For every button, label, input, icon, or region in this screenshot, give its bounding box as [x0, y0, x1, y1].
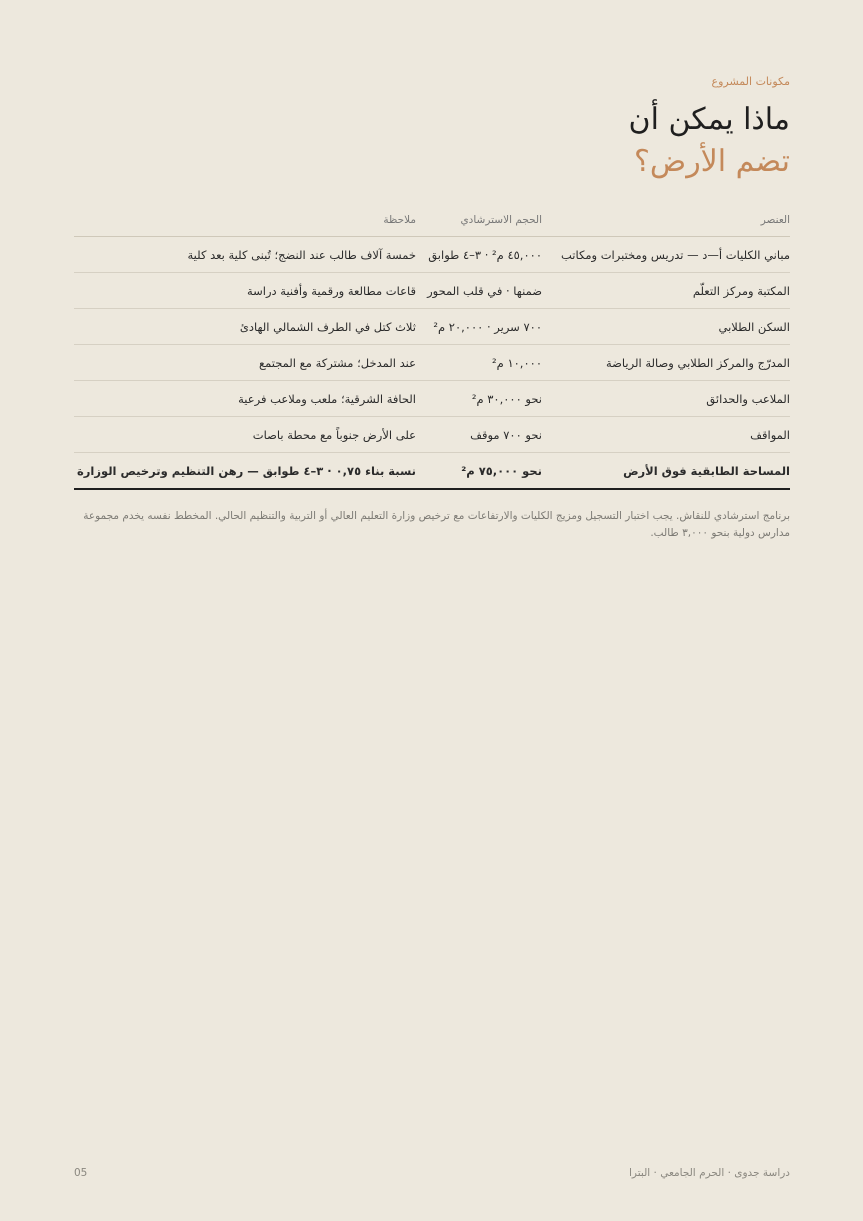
table-row: [74, 237, 790, 273]
table-footnote: برنامج استرشادي للنقاش. يجب اختبار التسجيل ومزيج الكليات والارتفاعات مع ترخيص وزارة التعليم العالي أو التربية والتنظيم الحالي. المخطط نفسه يخدم مجموعة مدارس دولية بنحو ٣,٠٠٠ طالب.: [83, 510, 790, 539]
table-row: [74, 309, 790, 345]
column-header-element: العنصر: [542, 204, 790, 237]
cell-element: السكن الطلابي: [542, 309, 790, 345]
footer-doc-title: دراسة جدوى · الحرم الجامعي · البترا: [629, 1167, 790, 1179]
cell-note: ثلاث كتل في الطرف الشمالي الهادئ: [74, 309, 416, 345]
total-element: المساحة الطابقية فوق الأرض: [542, 453, 790, 490]
cell-note: خمسة آلاف طالب عند النضج؛ تُبنى كلية بعد كلية: [74, 237, 416, 273]
page-title: ماذا يمكن أن: [628, 102, 790, 137]
page-number: 05: [74, 1167, 88, 1179]
cell-element: المواقف: [542, 417, 790, 453]
table-row: [74, 417, 790, 453]
table-row: [74, 273, 790, 309]
total-note: نسبة بناء ٠,٧٥ · ٣–٤ طوابق — رهن التنظيم وترخيص الوزارة: [74, 453, 416, 490]
total-volume: نحو ٧٥,٠٠٠ م²: [416, 453, 542, 490]
cell-element: الملاعب والحدائق: [542, 381, 790, 417]
cell-volume: ١٠,٠٠٠ م²: [416, 345, 542, 381]
cell-element: المدرّج والمركز الطلابي وصالة الرياضة: [542, 345, 790, 381]
cell-note: الحافة الشرقية؛ ملعب وملاعب فرعية: [74, 381, 416, 417]
table-row: [74, 381, 790, 417]
components-table: [74, 204, 790, 490]
column-header-note: ملاحظة: [74, 204, 416, 237]
page: [74, 0, 790, 1221]
table-row: [74, 345, 790, 381]
cell-note: عند المدخل؛ مشتركة مع المجتمع: [74, 345, 416, 381]
cell-volume: ضمنها · في قلب المحور: [416, 273, 542, 309]
cell-note: على الأرض جنوباً مع محطة باصات: [74, 417, 416, 453]
cell-element: المكتبة ومركز التعلّم: [542, 273, 790, 309]
cell-volume: ٧٠٠ سرير · ٢٠,٠٠٠ م²: [416, 309, 542, 345]
page-title-accent: تضم الأرض؟: [634, 144, 790, 179]
cell-note: قاعات مطالعة ورقمية وأفنية دراسة: [74, 273, 416, 309]
table-total-row: [74, 453, 790, 490]
cell-volume: نحو ٧٠٠ موقف: [416, 417, 542, 453]
cell-volume: ٤٥,٠٠٠ م² · ٣–٤ طوابق: [416, 237, 542, 273]
section-eyebrow: مكونات المشروع: [711, 75, 790, 88]
table-header-row: [74, 204, 790, 237]
cell-volume: نحو ٣٠,٠٠٠ م²: [416, 381, 542, 417]
cell-element: مباني الكليات أ—د — تدريس ومختبرات ومكاتب: [542, 237, 790, 273]
column-header-volume: الحجم الاسترشادي: [416, 204, 542, 237]
